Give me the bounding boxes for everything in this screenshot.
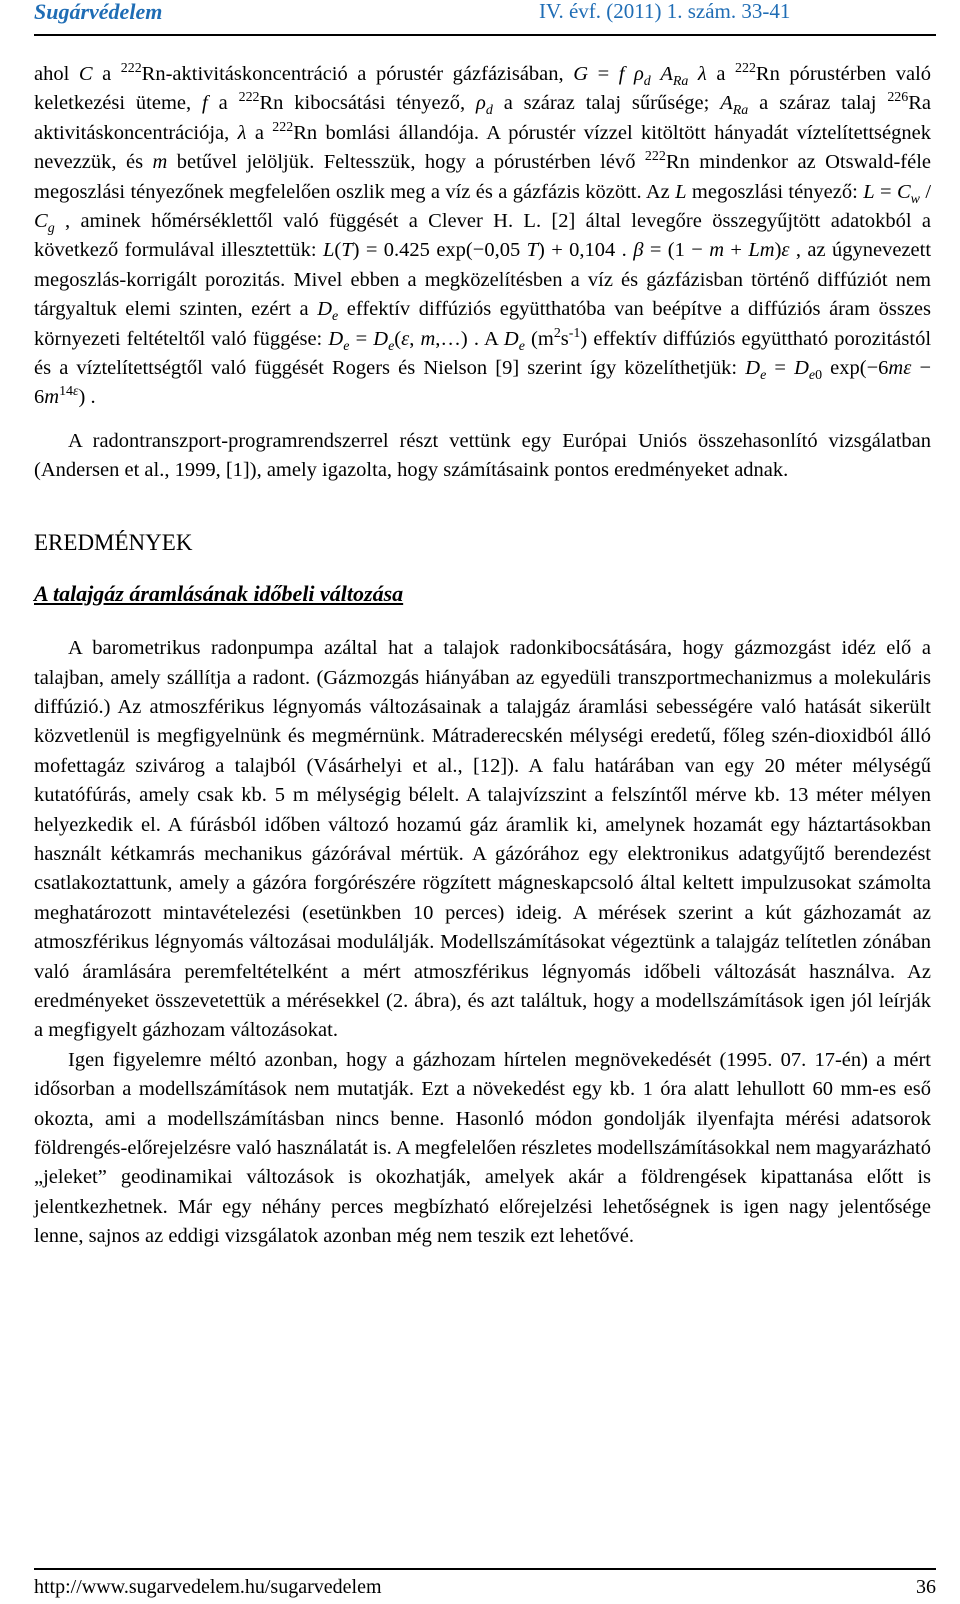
paragraph: A radontranszport-programrendszerrel részt vettünk egy Európai Uniós összehasonlító vizsgálatban (Andersen et al., 1999, [1]), amely igazolta, hogy számításaink pontos eredményeket adnak. — [34, 429, 931, 482]
section-heading: EREDMÉNYEK — [34, 529, 193, 555]
subsection-heading: A talajgáz áramlásának időbeli változása — [34, 580, 404, 606]
page-footer — [34, 1568, 936, 1598]
paragraph: ahol C a $^{222}$Rn-aktivitáskoncentráció a pórustér gázfázisában, G = f $\rho_d$ $A_{Ra}$ λ a $^{222}$Rn pórustérben való keletkezési üteme, f a $^{222}$Rn kibocsátási tényező, $\rho_d$ a száraz talaj sűrűsége; $A_{Ra}$ a száraz talaj $^{226}$Ra aktivitáskoncentrációja, λ a $^{222}$Rn bomlási állandója. A pórustér vízzel kitöltött hányadát víztelítettségnek nevezzük, és m betűvel jelöljük. Feltesszük, hogy a pórustérben lévő $^{222}$Rn mindenkor az Otswald-féle megoszlási tényezőnek megfelelően oszlik meg a víz és a gázfázis között. Az L megoszlási tényező: $L = C_w / C_g$ , aminek hőmérséklettől való függését a Clever H. L. [2] által levegőre összegyűjtött adatokból a következő formulával illesztettük: L(T) = 0.425 exp(−0,05 T) + 0,104 . β = (1 − m + Lm)ε , az úgynevezett megoszlás-korrigált porozitás. Mivel ebben a megközelítésben a víz és gázfázisban történő diffúziót nem tárgyaltuk elemi szinten, ezért a $D_e$ effektív diffúziós együtthatóba van beépítve a diffúziós áram összes környezeti feltételtől való függése: $D_e = D_e(\varepsilon$, m,…) . A $D_e$ $(m^2s^{-1})$ effektív diffúziós együttható porozitástól és a víztelítettségtől való függését Rogers és Nielson [9] szerint így közelíthetjük: $D_e = D_{e0}$ $\exp(-6m\varepsilon - 6m^{14\varepsilon})$ . — [34, 61, 932, 409]
page-number: 36 — [916, 1576, 936, 1598]
journal-title: Sugárvédelem — [34, 0, 163, 24]
paragraph: A barometrikus radonpumpa azáltal hat a talajok radonkibocsátására, hogy gázmozgást idéz elő a talajban, amely szállítja a radont. (Gázmozgás hiányában az egyedüli transzportmechanizmus a molekuláris diffúzió.) Az atmoszférikus légnyomás változásainak a talajgáz áramlási sebességére való hatását sikerült közvetlenül is megfigyelnünk és megmérnünk. Mátraderecskén mélységi eredetű, főleg szén-dioxidból álló mofettagáz szivárog a talajból (Vásárhelyi et al., [12]). A falu határában van egy 20 méter mélységű kutatófúrás, amely csak kb. 5 m mélységig bélelt. A talajvízszint a felszíntől mérve kb. 13 méter mélyen helyezkedik el. A fúrásból időben változó hozamú gáz áramlik ki, amelynek hozamát egy háztartásokban használt kétkamrás mechanikus gázórával mértük. A gázórához egy elektronikus adatgyűjtő berendezést csatlakoztattunk, amely a gázóra forgórészére rögzített mágneskapcsoló által keltett impulzusokat számolta meghatározott mintavételezési (esetünkben 10 perces) ideig. A mérések szerint a kút gázhozamát az atmoszférikus légnyomás változásai modulálják. Modellszámításokat végeztünk a talajgáz telítetlen zónában való áramlására peremfeltételként a mért atmoszférikus légnyomás időbeli változását használva. Az eredményeket összevetettük a mérésekkel (2. ábra), és azt találtuk, hogy a modellszámítások igen jól leírják a megfigyelt gázhozam változásokat. — [34, 637, 931, 1042]
article-body — [34, 60, 931, 1252]
paragraph: Igen figyelemre méltó azonban, hogy a gázhozam hírtelen megnövekedését (1995. 07. 17-én) a mért idősorban a modellszámítások nem mutatják. Ezt a növekedést egy kb. 1 óra alatt lehullott 60 mm-es eső okozta, ami a modellszámításban nincs benne. Hasonló módon gondolják ilyenfajta mérési adatsorok földrengés-előrejelzésre való használatát is. A megfelelően részletes modellszámításokkal nem magyarázható „jeleket” geodinamikai változások is okozhatják, amelyek akár a földrengések kipattanása előtt is jelentkezhetnek. Már egy néhány perces megbízható előrejelzési lehetőségnek is igen nagy jelentősége lenne, sajnos az eddigi vizsgálatok azonban még nem teszik ezt lehetővé. — [34, 1048, 931, 1248]
issue-info: IV. évf. (2011) 1. szám. 33-41 — [539, 0, 791, 23]
page-header — [34, 0, 936, 36]
footer-url: http://www.sugarvedelem.hu/sugarvedelem — [34, 1576, 382, 1598]
